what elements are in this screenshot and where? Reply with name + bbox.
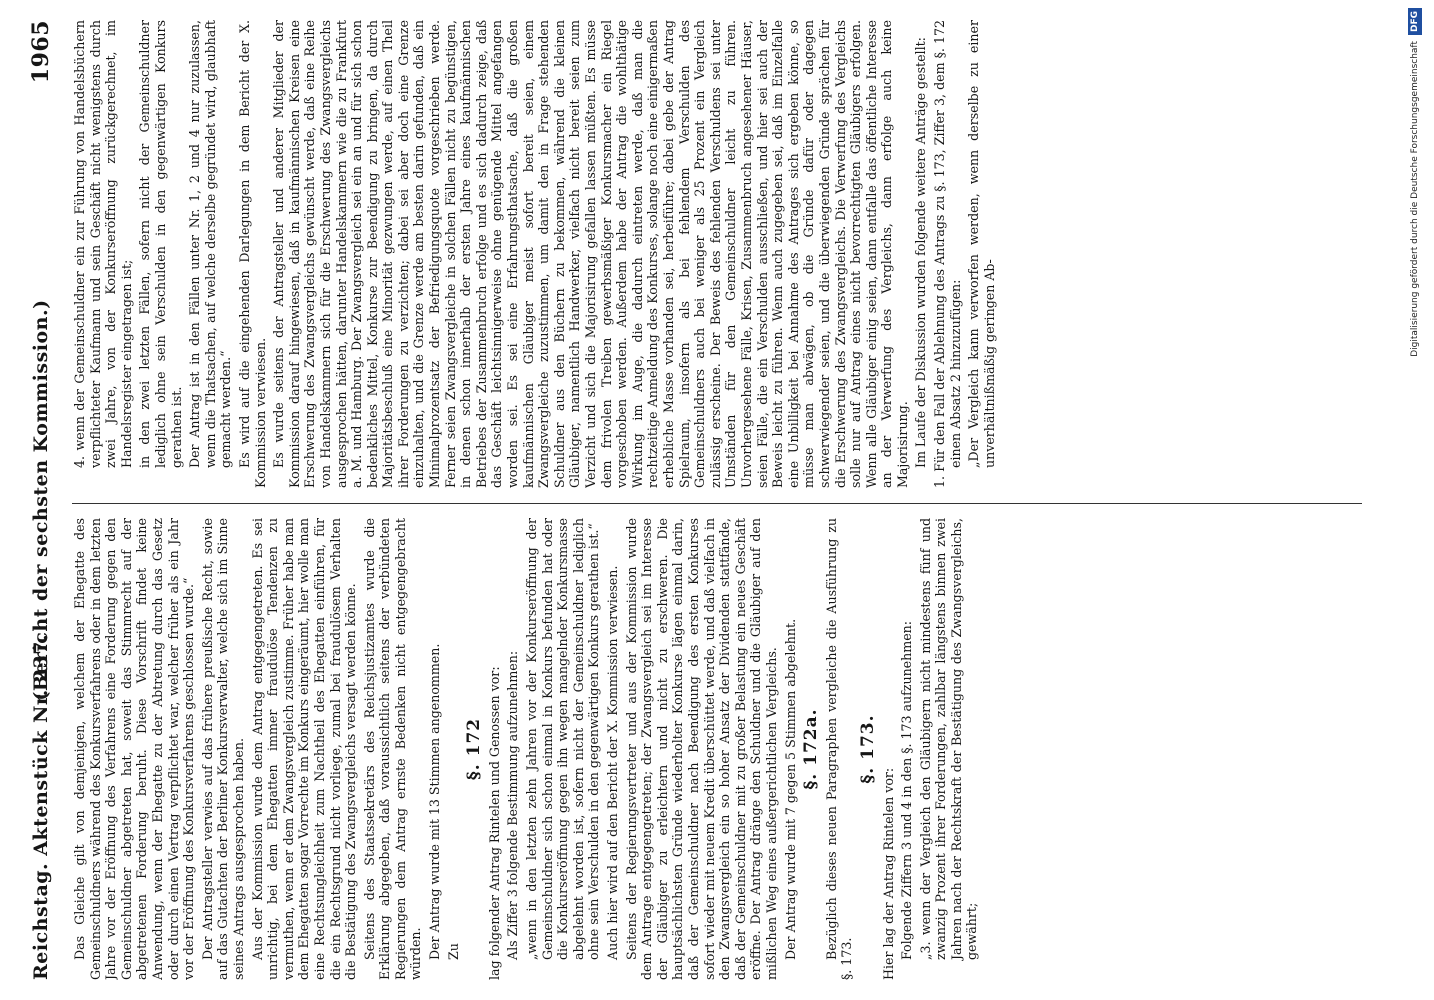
page-header: [22, 20, 66, 980]
paragraph: Auch hier wird auf den Bericht der X. Kommission verwiesen.: [605, 565, 620, 960]
header-left: Reichstag. Aktenstück Nr. 237.: [30, 633, 52, 980]
dfg-logo: DFG: [1408, 8, 1422, 35]
paragraph: Als Ziffer 3 folgende Bestimmung aufzunehmen:: [505, 650, 521, 960]
quoted-provision: Der Antrag ist in den Fällen unter Nr. 1, 2 und 4 nur zuzulassen, wenn die Thatsachen, auf welche derselbe gegründet wird, glaubhaft gemacht werden.“: [187, 20, 234, 468]
quoted-provision: in den zwei letzten Fällen, sofern nicht der Gemeinschuldner lediglich ohne sein Verschulden in den gegenwärtigen Konkurs gerathen ist.: [137, 20, 184, 468]
paragraph: lag folgender Antrag Rintelen und Genossen vor:: [486, 666, 502, 980]
paragraph: Es wurde seitens der Antragsteller und anderer Mitglieder der Kommission darauf hingewiesen, daß in kaufmännischen Kreisen eine Erschwerung des Zwangsvergleichs gewünscht werde, daß eine Reihe von Handelskammern sich für die Erschwerung des Zwangsvergleichs ausgesprochen hätten, darunter Handelskammern wie die zu Frankfurt a. M. und Hamburg. Der Zwangsvergleich sei ein an und für sich schon bedenkliches Mittel, Konkurse zur Beendigung zu bringen, da durch Majoritätsbeschluß eine Minorität gezwungen werde, auf einen Theil ihrer Forderungen zu verzichten; dabei sei aber doch eine Grenze einzuhalten, und die Grenze werde am besten darin gefunden, daß ein Minimalprozentsatz der Befriedigungsquote vorgeschrieben werde. Ferner seien Zwangsvergleiche in solchen Fällen nicht zu begünstigen, in denen schon innerhalb der ersten Jahre eines kaufmännischen Betriebes der Zusammenbruch erfolge und es sich dadurch zeige, daß das Geschäft leichtsinnigerweise ohne genügende Mittel angefangen worden sei. Es sei eine Erfahrungsthatsache, daß die großen kaufmännischen Gläubiger meist sofort bereit seien, einem Zwangsvergleiche zuzustimmen, um damit den in Frage stehenden Schuldner aus den Büchern zu bekommen, während die kleinen Gläubiger, namentlich Handwerker, vielfach nicht bereit seien zum Verzicht und sich die Majorisirung gefallen lassen müßten. Es müsse dem frivolen Treiben gewerbsmäßiger Konkursmacher ein Riegel vorgeschoben werden. Außerdem habe der Antrag die wohlthätige Wirkung im Auge, die dadurch eintreten werde, daß man die rechtzeitige Anmeldung des Konkurses, solange noch eine einigermaßen erhebliche Masse vorhanden sei, herbeiführe; dabei gebe der Antrag Spielraum, insofern als bei fehlendem Verschulden des Gemeinschuldners auch bei weniger als 25 Prozent ein Vergleich zulässig erscheine. Der Beweis des fehlenden Verschuldens sei unter Umständen für den Gemeinschuldner leicht zu führen. Unvorhergesehene Fälle, Krisen, Zusammenbruch angesehener Häuser, seien Fälle, die ein Verschulden ausschließen, und hier sei auch der Beweis leicht zu führen. Wenn auch zugegeben sei, daß im Einzelfalle eine Unbilligkeit bei Annahme des Antrages sich ergeben könne, so müsse man abwägen, ob die Gründe dafür oder dagegen schwerwiegender seien, und die überwiegenden Gründe sprächen für die Erschwerung des Zwangsvergleichs. Die Verwerfung des Vergleichs solle nur auf Antrag eines nicht bevorrechtigten Gläubigers erfolgen. Wenn alle Gläubiger einig seien, dann entfalle das öffentliche Interesse an der Verwerfung des Vergleichs, dann erfolge auch keine Majorisirung.: [271, 20, 910, 488]
right-column: [72, 20, 1372, 488]
section-heading: §. 172: [464, 717, 485, 781]
quoted-provision: „Der Vergleich kann verworfen werden, wenn derselbe zu einer unverhältnißmäßig geringen Ab-: [966, 20, 997, 468]
digitization-text: Digitalisierung gefördert durch die Deutsche Forschungsgemeinschaft: [1410, 41, 1420, 357]
numbered-item: 1. Für den Fall der Ablehnung des Antrags zu §. 173, Ziffer 3, dem §. 172 einen Absatz 2 hinzuzufügen:: [932, 20, 963, 488]
paragraph: Es wird auf die eingehenden Darlegungen in dem Bericht der X. Kommission verwiesen.: [236, 20, 268, 488]
paragraph: Der Antrag wurde mit 7 gegen 5 Stimmen abgelehnt.: [782, 618, 798, 960]
left-column: [72, 518, 1372, 980]
header-center: (Bericht der sechsten Kommission.): [30, 299, 52, 701]
quoted-provision: 4. wenn der Gemeinschuldner ein zur Führung von Handelsbüchern verpflichteter Kaufmann und sein Geschäft nicht wenigstens durch zwei Jahre, von der Konkurseröffnung zurückgerechnet, im Handelsregister eingetragen ist;: [72, 20, 134, 468]
paragraph: Im Laufe der Diskussion wurden folgende weitere Anträge gestellt:: [913, 37, 929, 468]
paragraph: Der Antragsteller verwies auf das frühere preußische Recht, sowie auf das Gutachten der Berliner Konkursverwalter, welche sich im Sinne seines Antrags ausgesprochen haben.: [199, 518, 246, 980]
paragraph: Seitens der Regierungsvertreter und aus der Kommission wurde dem Antrage entgegengetreten; der Zwangsvergleich sei im Interesse der Gläubiger zu erleichtern und nicht zu erschweren. Die hauptsächlichsten Gründe wiederholter Konkurse lägen einmal darin, daß der Gemeinschuldner nach Beendigung des ersten Konkurses sofort wieder mit neuem Kredit überschüttet werde, und daß vielfach in den Zwangsvergleich ein so hoher Ansatz der Dividenden stattfände, daß der Gemeinschuldner mit zu großer Belastung ein neues Geschäft eröffne. Der Antrag dränge den Schuldner und die Gläubiger auf den mißlichen Weg eines außergerichtlichen Vergleichs.: [623, 518, 779, 980]
page-number: 1965: [28, 20, 54, 84]
paragraph: Folgende Ziffern 3 und 4 in den §. 173 aufzunehmen:: [899, 621, 915, 960]
section-heading: §. 173.: [857, 714, 878, 784]
paragraph: Der Antrag wurde mit 13 Stimmen angenommen.: [427, 643, 443, 960]
paragraph: Bezüglich dieses neuen Paragraphen vergleiche die Ausführung zu §. 173.: [823, 518, 855, 980]
quoted-provision: „3. wenn der Vergleich den Gläubigern nicht mindestens fünf und zwanzig Prozent ihrer Forderungen, zahlbar längstens binnen zwei Jahren nach der Rechtskraft der Bestätigung des Zwangsvergleichs, gewährt;: [917, 518, 980, 960]
rotated-page-content: [22, 20, 1382, 980]
paragraph: Aus der Kommission wurde dem Antrag entgegengetreten. Es sei unrichtig, bei dem Ehegatten immer fraudulöse Tendenzen zu vermuthen, wenn er dem Zwangsvergleich zustimme. Früher habe man dem Ehegatten sogar Vorrechte im Konkurs eingeräumt, hier wolle man eine Rechtsungleichheit zum Nachtheil des Ehegatten einführen, für die ein Rechtsgrund nicht vorliege, zumal bei fraudulösem Verhalten die Bestätigung des Zwangsvergleichs versagt werden könne.: [249, 518, 359, 980]
paragraph: Zu: [445, 943, 461, 960]
quoted-provision: „wenn in den letzten zehn Jahren vor der Konkurseröffnung der Gemeinschuldner sich schon einmal in Konkurs befunden hat oder die Konkurseröffnung gegen ihn wegen mangelnder Konkursmasse abgelehnt worden ist, sofern nicht der Gemeinschuldner lediglich ohne sein Verschulden in den gegenwärtigen Konkurs gerathen ist.“: [524, 518, 602, 960]
column-divider: [72, 503, 1362, 504]
paragraph: Hier lag der Antrag Rintelen vor:: [880, 767, 896, 980]
paragraph: Seitens des Staatssekretärs des Reichsjustizamtes wurde die Erklärung abgegeben, daß voraussichtlich seitens der verbündeten Regierungen dem Antrag ernste Bedenken nicht entgegengebracht würden.: [361, 518, 424, 980]
section-heading: §. 172a.: [801, 708, 822, 790]
paragraph: Das Gleiche gilt von demjenigen, welchem der Ehegatte des Gemeinschuldners während des Konkursverfahrens oder in dem letzten Jahre vor der Eröffnung des Verfahrens eine Forderung gegen den Gemeinschuldner abgetreten hat, soweit das Stimmrecht auf der abgetretenen Forderung beruht. Diese Vorschrift findet keine Anwendung, wenn der Ehegatte zu der Abtretung durch das Gesetz oder durch einen Vertrag verpflichtet war, welcher früher als ein Jahr vor der Eröffnung des Konkursverfahrens geschlossen wurde.“: [72, 518, 197, 980]
digitization-text-wrapper: [1404, 8, 1426, 992]
digitization-note: [1404, 8, 1426, 992]
